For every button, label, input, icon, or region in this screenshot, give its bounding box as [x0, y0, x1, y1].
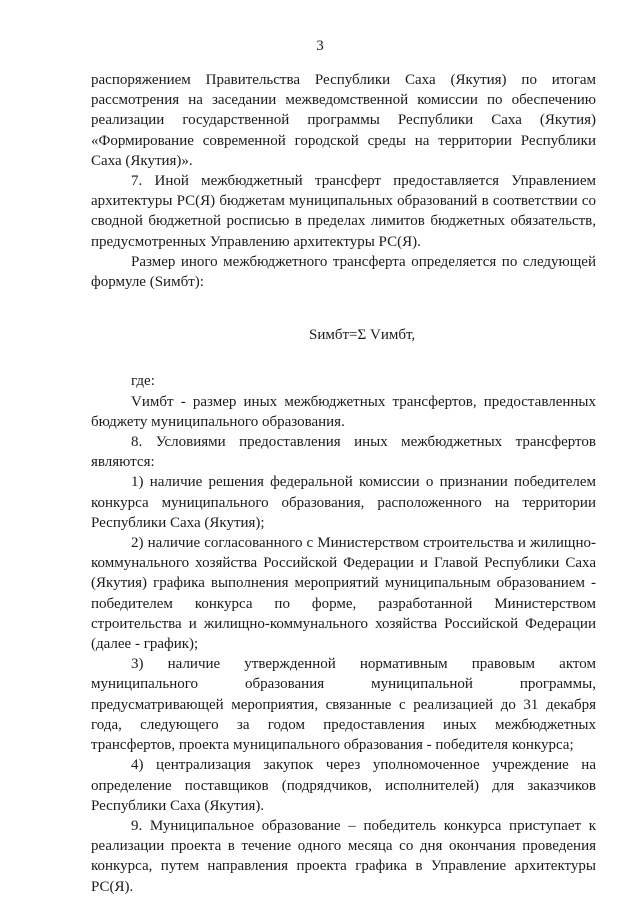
document-body	[91, 70, 596, 897]
formula: Sимбт=Σ Vимбт,	[309, 327, 416, 344]
paragraph-condition-4: 4) централизация закупок через уполномоченное учреждение на определение поставщиков (подрядчиков, исполнителей) для заказчиков Республики Саха (Якутия).	[91, 757, 596, 814]
page-number: 3	[316, 38, 324, 54]
paragraph-item-8: 8. Условиями предоставления иных межбюджетных трансфертов являются:	[91, 434, 596, 471]
paragraph-condition-3: 3) наличие утвержденной нормативным правовым актом муниципального образования муниципальной программы, предусматривающей мероприятия, связанные с реализацией до 31 декабря года, следующего за годом предоставления иных межбюджетных трансфертов, проекта муниципального образования - победителя конкурса;	[91, 656, 596, 754]
paragraph-variable-definition: Vимбт - размер иных межбюджетных трансфертов, предоставленных бюджету муниципального образования.	[91, 393, 596, 430]
paragraph-item-9: 9. Муниципальное образование – победитель конкурса приступает к реализации проекта в течение одного месяца со дня окончания проведения конкурса, путем направления проекта графика в Управление архитектуры РС(Я).	[91, 817, 596, 895]
paragraph-condition-1: 1) наличие решения федеральной комиссии о признании победителем конкурса муниципального образования, расположенного на территории Республики Саха (Якутия);	[91, 474, 596, 531]
paragraph-condition-2: 2) наличие согласованного с Министерством строительства и жилищно-коммунального хозяйства Российской Федерации и Главой Республики Саха (Якутия) графика выполнения мероприятий муниципальным образованием - победителем конкурса по форме, разработанной Министерством строительства и жилищно-коммунального хозяйства Российской Федерации (далее - график);	[91, 535, 596, 653]
where-label: где:	[131, 373, 155, 390]
paragraph-item-7: 7. Иной межбюджетный трансферт предоставляется Управлением архитектуры РС(Я) бюджетам муниципальных образований в соответствии со сводной бюджетной росписью в пределах лимитов бюджетных обязательств, предусмотренных Управлению архитектуры РС(Я).	[91, 173, 596, 250]
paragraph-formula-intro: Размер иного межбюджетного трансферта определяется по следующей формуле (Sимбт):	[91, 253, 596, 291]
paragraph-order-continuation: распоряжением Правительства Республики Саха (Якутия) по итогам рассмотрения на заседании межведомственной комиссии по обеспечению реализации государственной программы Республики Саха (Якутия) «Формирование современной городской среды на территории Республики Саха (Якутия)».	[91, 72, 596, 169]
